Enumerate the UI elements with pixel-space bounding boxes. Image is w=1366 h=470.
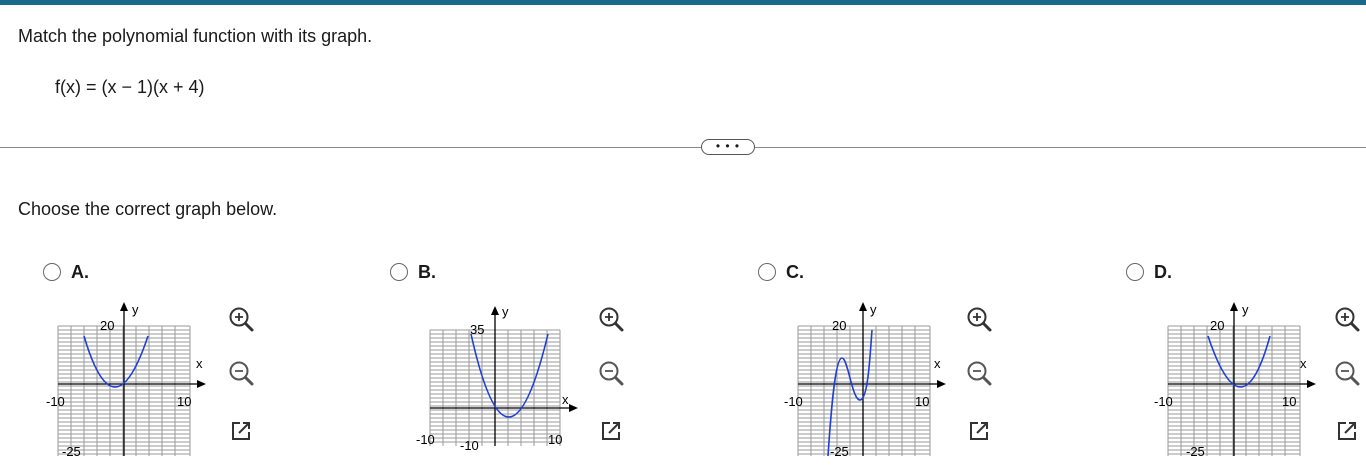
- x-tick-left: -10: [46, 394, 65, 409]
- prompt-text: Choose the correct graph below.: [18, 199, 278, 219]
- option-a-label: A.: [71, 261, 89, 282]
- zoom-out-icon[interactable]: [596, 358, 626, 388]
- option-d-label: D.: [1154, 261, 1172, 282]
- zoom-in-icon[interactable]: [1332, 304, 1362, 334]
- more-options-button[interactable]: • • •: [701, 139, 755, 155]
- option-a-graph: [40, 296, 210, 460]
- radio-circle[interactable]: [758, 263, 776, 281]
- zoom-out-icon[interactable]: [1332, 358, 1362, 388]
- option-b-label: B.: [418, 261, 436, 282]
- zoom-in-icon[interactable]: [226, 304, 256, 334]
- option-d-radio[interactable]: [1126, 260, 1172, 284]
- open-new-window-icon[interactable]: [226, 416, 256, 446]
- x-axis-label: x: [196, 356, 203, 371]
- y-tick-top: 20: [1210, 318, 1225, 333]
- radio-circle[interactable]: [390, 263, 408, 281]
- x-axis-arrow-icon: [197, 380, 206, 388]
- y-tick-bottom: -10: [460, 438, 479, 453]
- x-axis-label: x: [1300, 356, 1307, 371]
- y-tick-top: 35: [470, 322, 485, 337]
- x-tick-right: 10: [1282, 394, 1297, 409]
- y-tick-bottom: -25: [1186, 444, 1205, 459]
- option-b-radio[interactable]: [390, 260, 436, 284]
- x-axis-label: x: [934, 356, 941, 371]
- option-c-radio[interactable]: [758, 260, 804, 284]
- top-accent-bar: [0, 0, 1366, 5]
- y-axis-label: y: [502, 304, 509, 319]
- radio-circle[interactable]: [1126, 263, 1144, 281]
- open-new-window-icon[interactable]: [596, 416, 626, 446]
- zoom-out-icon[interactable]: [226, 358, 256, 388]
- x-tick-right: 10: [548, 432, 563, 447]
- radio-circle[interactable]: [43, 263, 61, 281]
- option-b-graph: [410, 296, 580, 460]
- y-axis-label: y: [870, 302, 877, 317]
- x-axis-label: x: [562, 392, 569, 407]
- y-axis-arrow-icon: [491, 306, 499, 315]
- x-axis-arrow-icon: [569, 404, 578, 412]
- y-axis-arrow-icon: [1230, 302, 1238, 311]
- y-tick-bottom: -25: [62, 444, 81, 459]
- x-axis-arrow-icon: [937, 380, 946, 388]
- y-axis-label: y: [1242, 302, 1249, 317]
- divider: [0, 147, 1366, 148]
- y-tick-bottom: -25: [830, 444, 849, 459]
- y-axis-arrow-icon: [120, 302, 128, 311]
- option-c-label: C.: [786, 261, 804, 282]
- open-new-window-icon[interactable]: [1332, 416, 1362, 446]
- zoom-in-icon[interactable]: [596, 304, 626, 334]
- open-new-window-icon[interactable]: [964, 416, 994, 446]
- x-axis-arrow-icon: [1307, 380, 1316, 388]
- option-a-radio[interactable]: [43, 260, 89, 284]
- y-tick-top: 20: [832, 318, 847, 333]
- zoom-in-icon[interactable]: [964, 304, 994, 334]
- option-d-graph: [1150, 296, 1320, 460]
- x-tick-right: 10: [915, 394, 930, 409]
- y-tick-top: 20: [100, 318, 115, 333]
- function-text: f(x) = (x − 1)(x + 4): [55, 77, 205, 97]
- x-tick-left: -10: [416, 432, 435, 447]
- x-tick-left: -10: [784, 394, 803, 409]
- zoom-out-icon[interactable]: [964, 358, 994, 388]
- x-tick-right: 10: [177, 394, 192, 409]
- question-text: Match the polynomial function with its graph.: [18, 26, 373, 46]
- y-axis-label: y: [132, 302, 139, 317]
- x-tick-left: -10: [1154, 394, 1173, 409]
- y-axis-arrow-icon: [859, 302, 867, 311]
- option-c-graph: [780, 296, 950, 460]
